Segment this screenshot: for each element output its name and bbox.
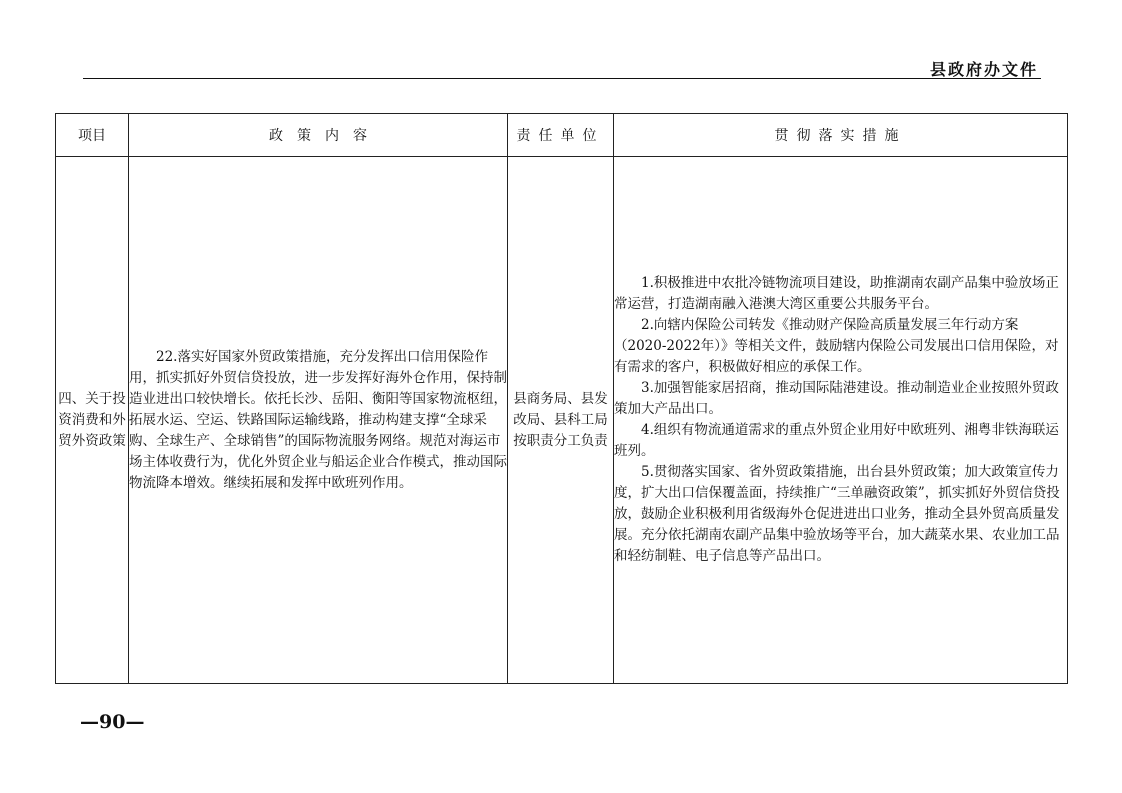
measures-cell [614, 157, 1068, 684]
column-header-policy: 政 策 内 容 [129, 114, 508, 157]
page-number: —90— [80, 711, 145, 733]
table-row [56, 157, 1068, 684]
measure-item: 1.积极推进中农批冷链物流项目建设，助推湖南农副产品集中验放场正常运营，打造湖南融入港澳大湾区重要公共服务平台。 [614, 275, 1059, 312]
header-rule [83, 78, 1041, 79]
measure-item: 5.贯彻落实国家、省外贸政策措施，出台县外贸政策；加大政策宣传力度，扩大出口信保覆盖面，持续推广“三单融资政策”，抓实抓好外贸信贷投放，鼓励企业积极利用省级海外仓促进进出口业务，推动全县外贸高质量发展。充分依托湖南农副产品集中验放场等平台，加大蔬菜水果、农业加工品和轻纺制鞋、电子信息等产品出口。 [614, 464, 1060, 564]
project-cell: 四、关于投资消费和外贸外资政策 [56, 157, 129, 684]
measure-item: 3.加强智能家居招商，推动国际陆港建设。推动制造业企业按照外贸政策加大产品出口。 [614, 380, 1059, 417]
policy-table [55, 113, 1068, 684]
column-header-project: 项目 [56, 114, 129, 157]
policy-text: 22.落实好国家外贸政策措施，充分发挥出口信用保险作用，抓实抓好外贸信贷投放，进一步发挥好海外仓作用，保持制造业进出口较快增长。依托长沙、岳阳、衡阳等国家物流枢纽，拓展水运、空运、铁路国际运输线路，推动构建支撑“全球采购、全球生产、全球销售”的国际物流服务网络。规范对海运市场主体收费行为，优化外贸企业与船运企业合作模式，推动国际物流降本增效。继续拓展和发挥中欧班列作用。 [129, 348, 507, 491]
column-header-responsible: 责任单位 [508, 114, 614, 157]
policy-cell [129, 157, 508, 684]
responsible-cell: 县商务局、县发改局、县科工局按职责分工负责 [508, 157, 614, 684]
measure-item: 4.组织有物流通道需求的重点外贸企业用好中欧班列、湘粤非铁海联运班列。 [614, 422, 1059, 459]
column-header-measures: 贯彻落实措施 [614, 114, 1068, 157]
measure-item: 2.向辖内保险公司转发《推动财产保险高质量发展三年行动方案（2020-2022年）》等相关文件，鼓励辖内保险公司发展出口信用保险，对有需求的客户，积极做好相应的承保工作。 [614, 317, 1059, 375]
table-header-row [56, 114, 1068, 157]
document-header-title: 县政府办文件 [929, 60, 1038, 79]
